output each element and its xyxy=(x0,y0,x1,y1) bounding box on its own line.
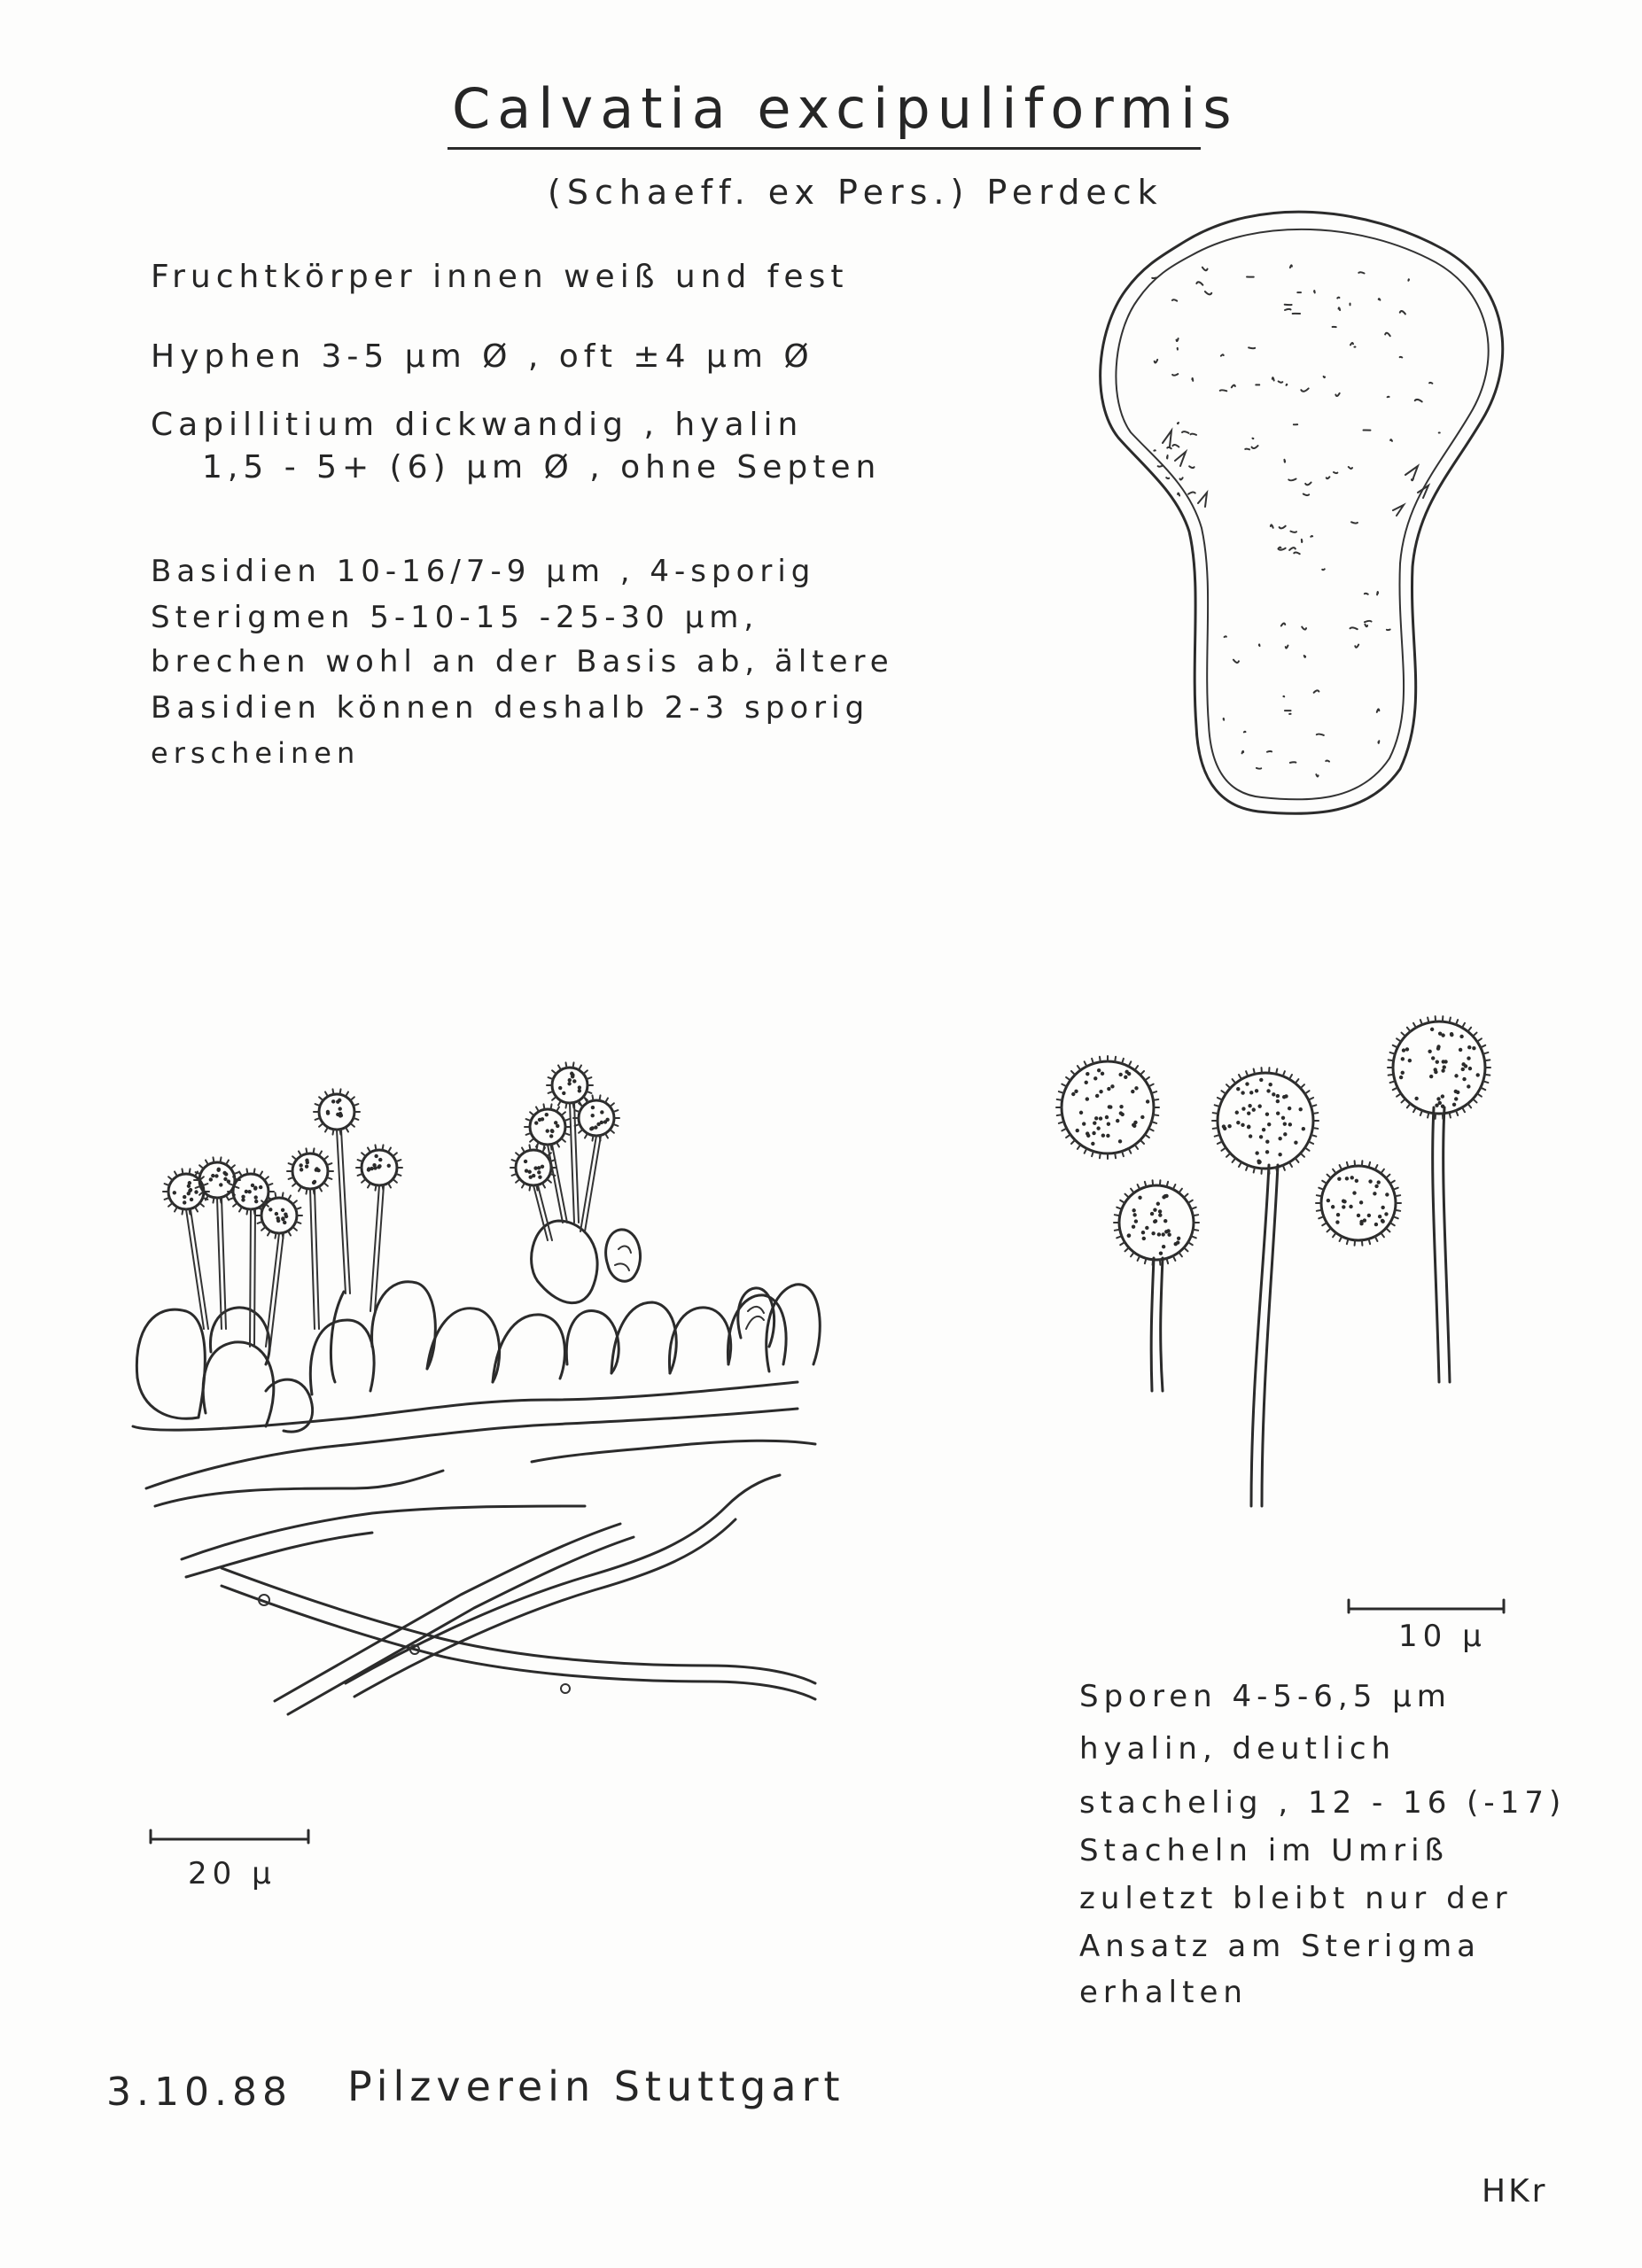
note-basidien-line-5: erscheinen xyxy=(151,736,361,770)
note-sporen-line-6: Ansatz am Sterigma xyxy=(1079,1929,1481,1964)
basidium-spore-7 xyxy=(356,1145,402,1190)
basidium-spore-9 xyxy=(525,1104,571,1149)
title-underline xyxy=(447,147,1201,150)
fruiting-body-section xyxy=(1101,212,1503,813)
note-sporen-line-1: Sporen 4-5-6,5 µm xyxy=(1079,1679,1451,1714)
note-fruchtkoerper: Fruchtkörper innen weiß und fest xyxy=(151,259,849,295)
note-sporen-line-4: Stacheln im Umriß xyxy=(1079,1833,1449,1868)
note-capillitium-line-2: 1,5 - 5+ (6) µm Ø , ohne Septen xyxy=(202,449,882,485)
basidium-spore-4 xyxy=(256,1192,302,1238)
page-title: Calvatia excipuliformis xyxy=(452,76,1239,141)
scale-bar-20 xyxy=(151,1830,308,1843)
note-hyphen: Hyphen 3-5 µm Ø , oft ±4 µm Ø xyxy=(151,338,814,375)
basidium-spore-6 xyxy=(314,1089,360,1134)
note-basidien-line-4: Basidien können deshalb 2-3 sporig xyxy=(151,690,870,726)
spore-2 xyxy=(1114,1180,1199,1265)
note-sporen-line-5: zuletzt bleibt nur der xyxy=(1079,1881,1513,1916)
note-basidien-line-1: Basidien 10-16/7-9 µm , 4-sporig xyxy=(151,554,816,589)
spore-4 xyxy=(1316,1161,1401,1246)
basidia-drawing xyxy=(133,1062,820,1714)
scale-bar-10 xyxy=(1349,1600,1504,1612)
note-capillitium-line-1: Capillitium dickwandig , hyalin xyxy=(151,407,804,443)
species-authority: (Schaeff. ex Pers.) Perdeck xyxy=(548,173,1163,212)
note-sporen-line-7: erhalten xyxy=(1079,1975,1248,2010)
scale-label-10: 10 µ xyxy=(1398,1619,1487,1654)
basidium-spore-5 xyxy=(287,1148,333,1193)
footer-place: Pilzverein Stuttgart xyxy=(347,2062,845,2110)
note-basidien-line-2: Sterigmen 5-10-15 -25-30 µm, xyxy=(151,600,759,635)
footer-date: 3.10.88 xyxy=(106,2070,292,2115)
note-basidien-line-3: brechen wohl an der Basis ab, ältere xyxy=(151,644,894,680)
spore-5 xyxy=(1388,1016,1490,1119)
scale-label-20: 20 µ xyxy=(188,1856,276,1891)
spore-1 xyxy=(1056,1056,1159,1159)
note-sporen-line-3: stachelig , 12 - 16 (-17) xyxy=(1079,1785,1567,1821)
spore-3 xyxy=(1212,1068,1319,1174)
note-sporen-line-2: hyalin, deutlich xyxy=(1079,1731,1397,1767)
author-initials: HKr xyxy=(1482,2173,1548,2210)
spores-drawing xyxy=(1056,1016,1490,1506)
